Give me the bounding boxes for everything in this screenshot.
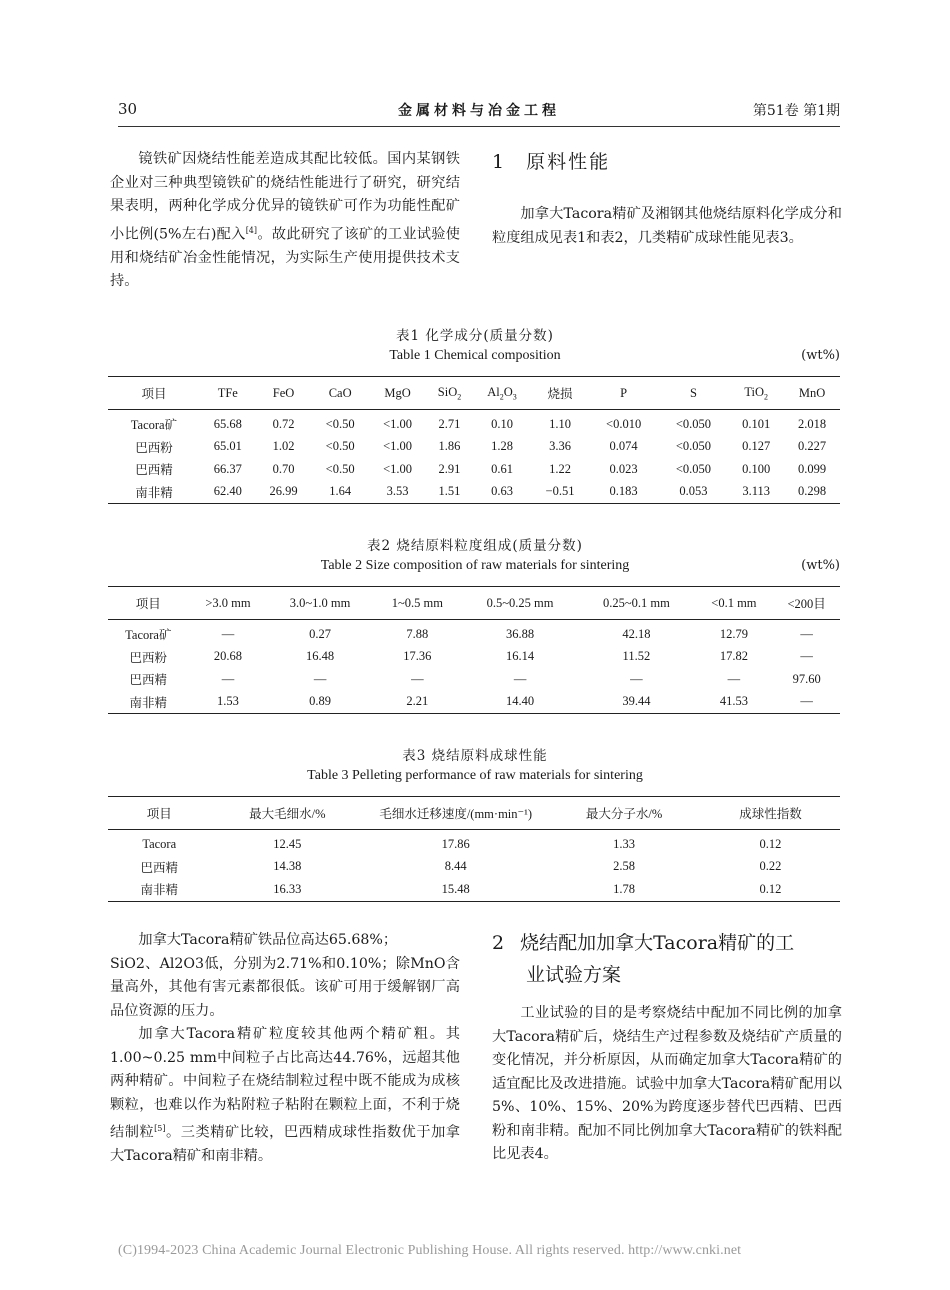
table-cell: <0.50 (325, 416, 355, 431)
t1-h-tio2: TiO$_2$ (728, 377, 784, 410)
table-cell: — (727, 671, 741, 686)
table-cell: 0.61 (491, 461, 513, 476)
table-cell: 16.14 (506, 649, 535, 664)
ref-5[interactable]: [5] (154, 1124, 166, 1133)
table-cell: 65.68 (213, 416, 242, 431)
table-cell: 2.91 (438, 461, 461, 476)
t1-h-item: 项目 (108, 377, 200, 410)
t2-h-item: 项目 (108, 587, 189, 620)
table-cell: 0.298 (797, 484, 827, 499)
section-2-title-line1: 烧结配加加拿大Tacora精矿的工 (520, 932, 795, 954)
intro-text: 镜铁矿因烧结性能差造成其配比较低。国内某钢铁企业对三种典型镜铁矿的烧结性能进行了研究，研究结果表明，两种化学成分优异的镜铁矿可作为功能性配矿小比例(5%左右)配入 (110, 151, 460, 243)
table-cell: 0.074 (609, 439, 638, 454)
copyright-footer: (C)1994-2023 China Academic Journal Electronic Publishing House. All rights reserved. http://www.cnki.net (118, 1243, 742, 1258)
table-cell: 20.68 (213, 649, 243, 664)
table-cell: 0.183 (609, 484, 638, 499)
section-1-heading (492, 148, 610, 176)
table-2-header-row (108, 587, 840, 620)
table-cell: <0.050 (675, 439, 711, 454)
table-cell: 南非精 (140, 883, 178, 898)
table-row (108, 410, 840, 436)
t1-h-s: S (659, 377, 729, 410)
t2-h-gt3: >3.0 mm (189, 587, 268, 620)
table-cell: 0.227 (797, 439, 827, 454)
discussion-p1-rest: SiO2、Al2O3低，分别为2.71%和0.10%；除MnO含量高外，其他有害元素都很低。该矿可用于缓解钢厂高品位资源的压力。 (110, 955, 460, 1019)
table-cell: 巴西精 (140, 860, 178, 875)
t2-h-05to025: 0.5~0.25 mm (462, 587, 578, 620)
section-2-text: 工业试验的目的是考察烧结中配加不同比例的加拿大Tacora精矿后，烧结生产过程参数及烧结矿产质量的变化情况，并分析原因，从而确定加拿大Tacora精矿的适宜配比及改进措施。试验中加拿大Tacora精矿配用以5%、10%、15%、20%为跨度逐步替代巴西精、巴西粉和南非精。配加不同比例加拿大Tacora精矿的铁料配比见表4。 (492, 1005, 842, 1162)
section-1-title: 原料性能 (526, 151, 611, 173)
t1-h-loi: 烧损 (531, 377, 588, 410)
table-row (108, 646, 840, 669)
t2-h-lt200: <200目 (773, 587, 840, 620)
table-cell: 0.023 (609, 461, 638, 476)
table-cell: 0.099 (797, 461, 827, 476)
table-cell: — (800, 649, 813, 664)
discussion-p1-start: 加拿大Tacora精矿铁品位高达65.68%； (138, 932, 398, 948)
table-cell: <0.50 (325, 461, 355, 476)
table-cell: 42.18 (622, 626, 651, 641)
table-row (108, 620, 840, 646)
table-cell: 1.86 (438, 439, 461, 454)
table-row (108, 856, 840, 879)
table-cell: 36.88 (506, 626, 535, 641)
table-cell: 1.28 (491, 439, 513, 454)
t2-h-3to1: 3.0~1.0 mm (267, 587, 372, 620)
t1-h-sio2: SiO$_2$ (426, 377, 473, 410)
table-cell: 12.79 (719, 626, 748, 641)
t3-h-migration-speed: 毛细水迁移速度/(mm·min⁻¹) (364, 797, 547, 830)
table-row (108, 668, 840, 691)
issue-info: 第51卷 第1期 (752, 103, 840, 119)
table-1-header-row (108, 377, 840, 410)
table-2-caption-cn: 表2 烧结原料粒度组成(质量分数) (367, 538, 583, 554)
intro-text-end: 。故此研究了该矿的工业试验使用和烧结矿冶金性能情况，为实际生产使用提供技术支持。 (110, 226, 460, 290)
table-2 (108, 586, 840, 714)
table-cell: 14.40 (506, 694, 535, 709)
table-cell: 1.64 (329, 484, 352, 499)
table-cell: Tacora矿 (125, 628, 172, 643)
t2-h-1to05: 1~0.5 mm (373, 587, 462, 620)
table-row (108, 436, 840, 459)
table-cell: — (800, 694, 813, 709)
table-2-caption-en: Table 2 Size composition of raw materials for sintering (320, 558, 630, 573)
table-cell: <1.00 (383, 416, 412, 431)
t1-h-cao: CaO (311, 377, 368, 410)
table-cell: 巴西精 (135, 463, 173, 478)
table-cell: −0.51 (545, 484, 575, 499)
table-cell: 0.89 (309, 694, 331, 709)
discussion-p2-end: 。三类精矿比较，巴西精成球性指数优于加拿大Tacora精矿和南非精。 (110, 1124, 460, 1165)
section-1-paragraph (492, 203, 842, 250)
table-cell: 0.053 (679, 484, 708, 499)
table-1-unit: (wt%) (801, 348, 840, 363)
table-cell: — (630, 671, 643, 686)
section-2-title-line2: 业试验方案 (526, 964, 622, 986)
section-2-number: 2 (492, 932, 505, 954)
table-row (108, 458, 840, 481)
table-cell: 3.36 (549, 439, 571, 454)
intro-paragraph (110, 148, 460, 294)
ref-4[interactable]: [4] (245, 225, 258, 235)
t1-h-feo: FeO (256, 377, 312, 410)
table-cell: — (411, 671, 424, 686)
table-cell: 3.53 (386, 484, 409, 499)
table-cell: 0.101 (742, 416, 771, 431)
table-3-caption-en: Table 3 Pelleting performance of raw materials for sintering (307, 768, 643, 783)
table-cell: 0.100 (742, 461, 771, 476)
t3-h-item: 项目 (108, 797, 210, 830)
t3-h-ball-index: 成球性指数 (701, 797, 840, 830)
table-cell: 0.12 (759, 836, 782, 851)
table-cell: 南非精 (135, 485, 173, 500)
table-cell: 1.53 (217, 694, 239, 709)
table-cell: <0.050 (675, 461, 711, 476)
table-cell: 南非精 (129, 695, 168, 710)
t1-h-mgo: MgO (369, 377, 426, 410)
table-3-header-row (108, 797, 840, 830)
table-cell: 16.33 (273, 881, 302, 896)
table-cell: 0.10 (491, 416, 513, 431)
table-cell: 41.53 (719, 694, 748, 709)
table-cell: 0.63 (491, 484, 513, 499)
table-cell: 97.60 (792, 671, 821, 686)
table-3-caption-cn: 表3 烧结原料成球性能 (402, 748, 548, 764)
table-row (108, 830, 840, 856)
table-cell: 12.45 (273, 836, 302, 851)
table-row (108, 481, 840, 504)
table-2-unit: (wt%) (801, 558, 840, 573)
table-1-caption-cn: 表1 化学成分(质量分数) (396, 328, 554, 344)
discussion-paragraphs (110, 929, 460, 1169)
table-cell: — (221, 671, 235, 686)
table-cell: 2.71 (438, 416, 461, 431)
table-cell: 14.38 (273, 859, 302, 874)
table-cell: — (800, 626, 813, 641)
t1-h-tfe: TFe (200, 377, 256, 410)
page-header (118, 100, 840, 127)
table-cell: — (221, 626, 235, 641)
table-cell: 巴西精 (129, 673, 168, 688)
table-cell: 17.82 (719, 649, 748, 664)
table-cell: 巴西粉 (129, 650, 168, 665)
table-cell: 11.52 (622, 649, 651, 664)
discussion-p2: 加拿大Tacora精矿粒度较其他两个精矿粗。其1.00~0.25 mm中间粒子占比高达44.76%，远超其他两种精矿。中间粒子在烧结制粒过程中既不能成为成核颗粒，也难以作为粘附粒子粘附在颗粒上面，不利于烧结制粒 (110, 1026, 460, 1141)
table-3 (108, 796, 840, 902)
table-cell: <0.010 (606, 416, 642, 431)
table-1-caption-en: Table 1 Chemical composition (389, 348, 561, 363)
section-1-text: 加拿大Tacora精矿及湘钢其他烧结原料化学成分和粒度组成见表1和表2，几类精矿成球性能见表3。 (492, 206, 842, 246)
table-cell: 1.51 (438, 484, 461, 499)
table-cell: 巴西粉 (135, 440, 173, 455)
table-cell: — (313, 671, 327, 686)
table-cell: 17.36 (403, 649, 432, 664)
t1-h-al2o3: $Al_2O_3$ (473, 377, 532, 410)
table-cell: <1.00 (383, 439, 412, 454)
table-cell: 39.44 (622, 694, 651, 709)
table-cell: 26.99 (269, 484, 298, 499)
table-cell: 1.22 (549, 461, 571, 476)
t2-h-025to01: 0.25~0.1 mm (578, 587, 694, 620)
table-cell: 3.113 (742, 484, 771, 499)
t2-h-lt01: <0.1 mm (695, 587, 774, 620)
table-cell: 0.12 (759, 881, 782, 896)
table-cell: 2.58 (613, 859, 635, 874)
table-cell: 17.86 (441, 836, 470, 851)
section-2-heading (492, 929, 842, 989)
t1-h-mno: MnO (784, 377, 840, 410)
page-number: 30 (118, 100, 138, 118)
t3-h-max-molecular: 最大分子水/% (547, 797, 701, 830)
table-cell: 16.48 (306, 649, 335, 664)
table-cell: 0.70 (272, 461, 295, 476)
table-cell: 1.33 (613, 836, 635, 851)
table-cell: <0.50 (325, 439, 355, 454)
table-cell: <0.050 (675, 416, 711, 431)
table-cell: 8.44 (444, 859, 467, 874)
table-cell: 1.02 (272, 439, 295, 454)
table-row (108, 878, 840, 901)
table-cell: 2.21 (406, 694, 429, 709)
table-cell: Tacora (142, 836, 177, 851)
table-cell: Tacora矿 (130, 418, 178, 433)
t1-h-p: P (589, 377, 659, 410)
table-cell: 1.78 (613, 881, 635, 896)
table-cell: <1.00 (383, 461, 412, 476)
table-cell: 15.48 (441, 881, 470, 896)
t3-h-max-capillary: 最大毛细水/% (210, 797, 364, 830)
table-cell: 1.10 (549, 416, 571, 431)
section-2-paragraph (492, 1002, 842, 1167)
table-cell: 66.37 (213, 461, 242, 476)
table-cell: 62.40 (213, 484, 242, 499)
table-cell: 0.127 (742, 439, 771, 454)
table-cell: 65.01 (213, 439, 242, 454)
section-1-number: 1 (492, 151, 505, 173)
table-1 (108, 376, 840, 504)
table-cell: 0.72 (272, 416, 295, 431)
journal-title: 金属材料与冶金工程 (398, 103, 560, 119)
table-cell: 2.018 (797, 416, 827, 431)
table-cell: 7.88 (406, 626, 429, 641)
table-cell: 0.27 (309, 626, 331, 641)
table-row (108, 691, 840, 714)
table-cell: — (513, 671, 527, 686)
table-cell: 0.22 (759, 859, 782, 874)
